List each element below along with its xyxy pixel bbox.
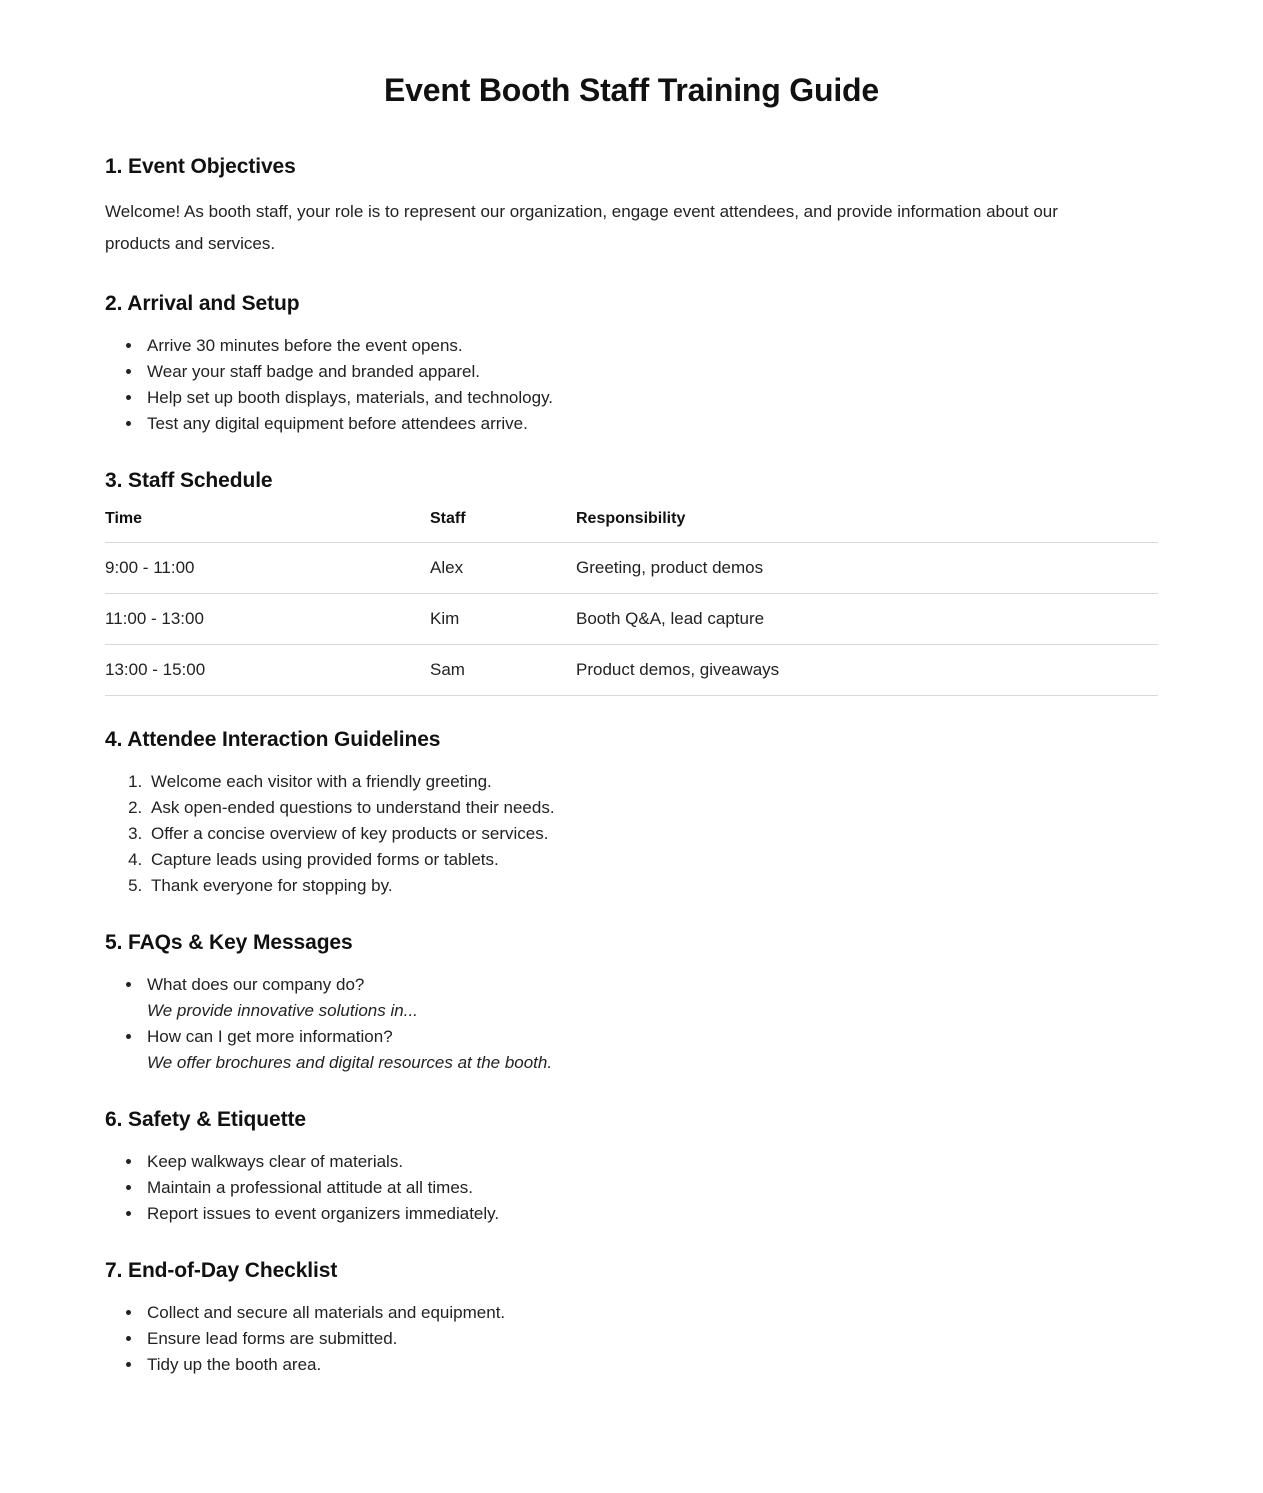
list-item: 2. Ask open-ended questions to understand their needs. xyxy=(147,795,1158,821)
cell-staff: Sam xyxy=(430,645,576,696)
arrival-setup-list xyxy=(105,333,1158,437)
list-item: 1. Welcome each visitor with a friendly greeting. xyxy=(147,769,1158,795)
safety-etiquette-list xyxy=(105,1149,1158,1227)
list-item: • Report issues to event organizers immediately. xyxy=(143,1201,1158,1227)
table-row xyxy=(105,543,1158,594)
page-title: Event Booth Staff Training Guide xyxy=(384,72,879,108)
cell-staff: Alex xyxy=(430,543,576,594)
column-header-staff: Staff xyxy=(430,510,576,543)
list-item: • Keep walkways clear of materials. xyxy=(143,1149,1158,1175)
section-heading-safety-etiquette: 6. Safety & Etiquette xyxy=(105,1108,306,1131)
cell-responsibility: Booth Q&A, lead capture xyxy=(576,594,1158,645)
table-header-row xyxy=(105,510,1158,543)
cell-time: 9:00 - 11:00 xyxy=(105,543,430,594)
faq-answer: We provide innovative solutions in... xyxy=(147,1001,418,1020)
list-item: • Ensure lead forms are submitted. xyxy=(143,1326,1158,1352)
table-row xyxy=(105,594,1158,645)
section-heading-arrival-and-setup: 2. Arrival and Setup xyxy=(105,292,300,315)
faq-question: What does our company do? xyxy=(147,975,365,994)
section-safety-etiquette xyxy=(105,1108,1158,1227)
end-of-day-checklist-list xyxy=(105,1300,1158,1378)
table-header xyxy=(105,510,1158,543)
list-item: • Tidy up the booth area. xyxy=(143,1352,1158,1378)
list-item: • Collect and secure all materials and equipment. xyxy=(143,1300,1158,1326)
section-end-of-day-checklist xyxy=(105,1259,1158,1378)
list-item: • Arrive 30 minutes before the event opens. xyxy=(143,333,1158,359)
faq-answer: We offer brochures and digital resources at the booth. xyxy=(147,1053,553,1072)
section-heading-staff-schedule: 3. Staff Schedule xyxy=(105,469,273,492)
list-item: • Maintain a professional attitude at all times. xyxy=(143,1175,1158,1201)
section-heading-end-of-day-checklist: 7. End-of-Day Checklist xyxy=(105,1259,338,1282)
column-header-responsibility: Responsibility xyxy=(576,510,1158,543)
attendee-interaction-list xyxy=(105,769,1158,899)
list-item: • Help set up booth displays, materials, and technology. xyxy=(143,385,1158,411)
faq-question: How can I get more information? xyxy=(147,1027,393,1046)
section-faqs-key-messages xyxy=(105,931,1158,1076)
section-event-objectives xyxy=(105,155,1158,260)
section-attendee-interaction-guidelines xyxy=(105,728,1158,899)
section-heading-attendee-interaction-guidelines: 4. Attendee Interaction Guidelines xyxy=(105,728,441,751)
list-item xyxy=(143,972,1158,1024)
list-item xyxy=(143,1024,1158,1076)
list-item: 3. Offer a concise overview of key products or services. xyxy=(147,821,1158,847)
cell-staff: Kim xyxy=(430,594,576,645)
section-heading-faqs-key-messages: 5. FAQs & Key Messages xyxy=(105,931,353,954)
cell-time: 11:00 - 13:00 xyxy=(105,594,430,645)
cell-responsibility: Product demos, giveaways xyxy=(576,645,1158,696)
cell-time: 13:00 - 15:00 xyxy=(105,645,430,696)
section-arrival-and-setup xyxy=(105,292,1158,437)
event-objectives-paragraph: Welcome! As booth staff, your role is to represent our organization, engage event attendees, and provide information about our products and services. xyxy=(105,202,1058,253)
list-item: 5. Thank everyone for stopping by. xyxy=(147,873,1158,899)
table-row xyxy=(105,645,1158,696)
section-staff-schedule xyxy=(105,469,1158,696)
list-item: • Test any digital equipment before attendees arrive. xyxy=(143,411,1158,437)
section-heading-event-objectives: 1. Event Objectives xyxy=(105,155,296,178)
cell-responsibility: Greeting, product demos xyxy=(576,543,1158,594)
list-item: • Wear your staff badge and branded apparel. xyxy=(143,359,1158,385)
faq-list xyxy=(105,972,1158,1076)
staff-schedule-table xyxy=(105,510,1158,696)
list-item: 4. Capture leads using provided forms or tablets. xyxy=(147,847,1158,873)
column-header-time: Time xyxy=(105,510,430,543)
table-body xyxy=(105,543,1158,696)
